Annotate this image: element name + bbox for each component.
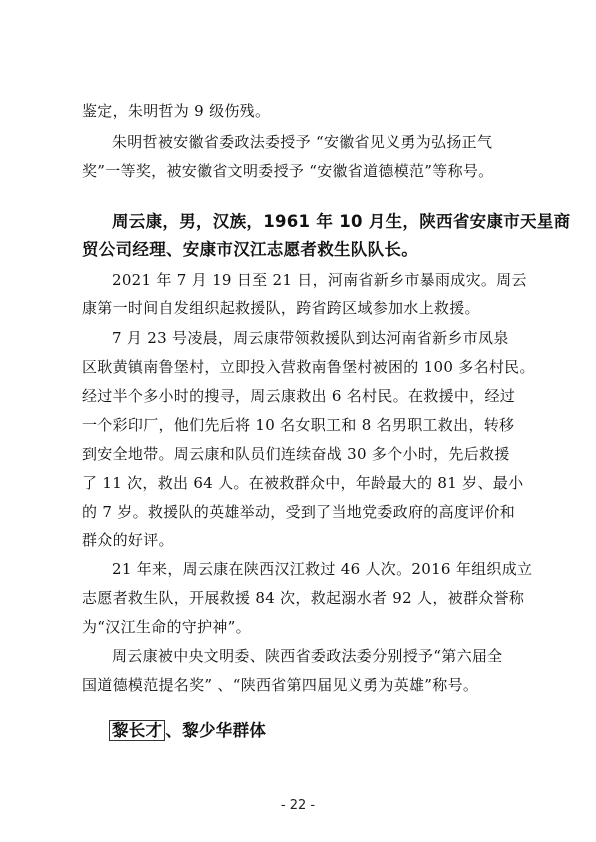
- text-line: 了 11 次，救出 64 人。在被救群众中，年龄最大的 81 岁、最小: [82, 474, 524, 492]
- text-line: 群众的好评。: [82, 531, 174, 549]
- text-line: 朱明哲被安徽省委政法委授予 “安徽省见义勇为弘扬正气: [112, 133, 493, 151]
- section-heading: 贸公司经理、安康市汉江志愿者救生队队长。: [82, 240, 418, 259]
- text-line: 21 年来，周云康在陕西汉江救过 46 人次。2016 年组织成立: [112, 560, 533, 578]
- text-line: 区耿黄镇南鲁堡村，立即投入营救南鲁堡村被困的 100 多名村民。: [82, 358, 535, 376]
- text-line: 到安全地带。周云康和队员们连续奋战 30 多个小时，先后救援: [82, 445, 510, 463]
- text-line: 奖”一等奖，被安徽省文明委授予 “安徽省道德模范”等称号。: [82, 162, 494, 180]
- text-line: 经过半个多小时的搜寻，周云康救出 6 名村民。在救援中，经过: [82, 387, 516, 405]
- text-line: 周云康被中央文明委、陕西省委政法委分别授予“第六届全: [112, 647, 503, 665]
- boxed-name: 黎长才: [109, 720, 165, 741]
- page-number: - 22 -: [280, 798, 316, 813]
- text-line: 2021 年 7 月 19 日至 21 日，河南省新乡市暴雨成灾。周云: [112, 271, 527, 289]
- text-line: 7 月 23 号凌晨，周云康带领救援队到达河南省新乡市凤泉: [112, 329, 509, 347]
- text-line: 鉴定，朱明哲为 9 级伤残。: [82, 102, 271, 120]
- text-line: 的 7 岁。救援队的英雄举动，受到了当地党委政府的高度评价和: [82, 503, 516, 521]
- final-heading: [112, 721, 266, 741]
- text-line: 一个彩印厂，他们先后将 10 名女职工和 8 名男职工救出，转移: [82, 416, 515, 434]
- text-line: 为“汉江生命的守护神”。: [82, 618, 251, 636]
- heading-rest: 、黎少华群体: [165, 721, 267, 740]
- section-heading: 周云康，男，汉族，1961 年 10 月生，陕西省安康市天星商: [112, 212, 571, 231]
- text-line: 国道德模范提名奖” 、“陕西省第四届见义勇为英雄”称号。: [82, 676, 479, 694]
- text-line: 康第一时间自发组织起救援队，跨省跨区域参加水上救援。: [82, 299, 480, 317]
- text-line: 志愿者救生队，开展救援 84 次，救起溺水者 92 人，被群众誉称: [82, 589, 525, 607]
